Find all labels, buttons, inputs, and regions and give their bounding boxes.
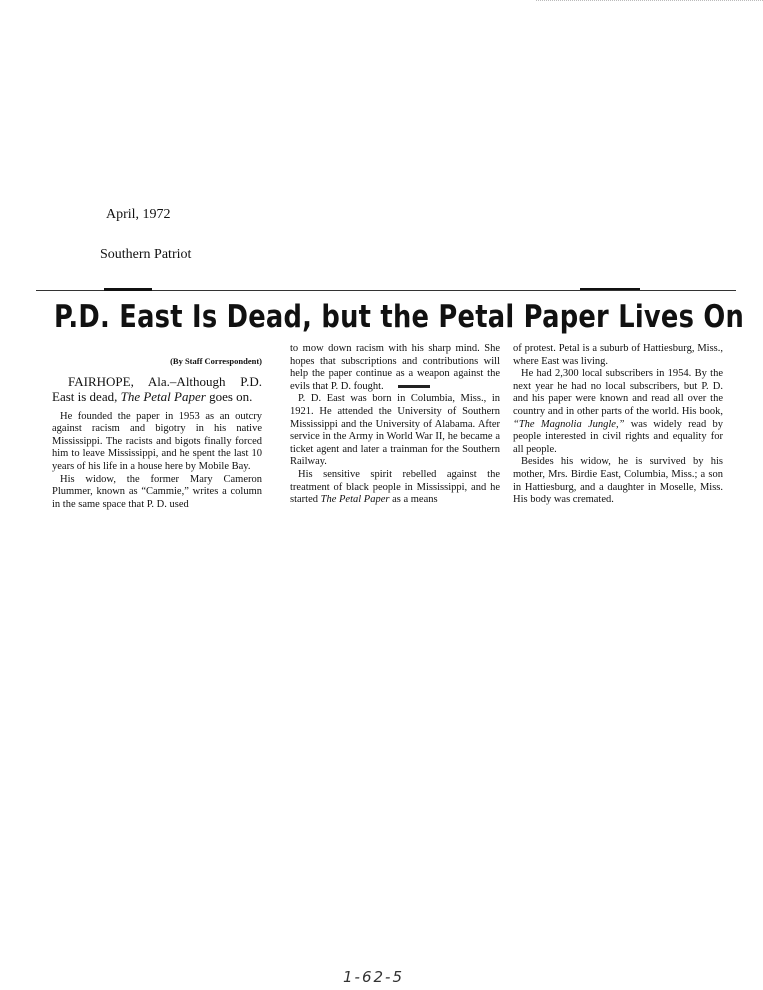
- article-column-1: [52, 343, 262, 511]
- paragraph-text-b: was widely read by people interested in civil rights and equality for all people.: [513, 418, 723, 455]
- paragraph: of protest. Petal is a suburb of Hattiesburg, Miss., where East was living.: [513, 343, 723, 367]
- paragraph-divider: [398, 385, 430, 388]
- lede-text-b: goes on.: [205, 389, 253, 405]
- byline: (By Staff Correspondent): [170, 356, 262, 366]
- paragraph: [290, 469, 500, 507]
- paper-title: The Petal Paper: [120, 389, 206, 405]
- book-title: “The Magnolia Jungle,”: [513, 418, 625, 430]
- page-number: 1-62-5: [343, 968, 404, 986]
- lede-paragraph: [52, 374, 262, 405]
- headline: P.D. East Is Dead, but the Petal Paper Lives On: [54, 299, 745, 335]
- top-dotted-edge: [536, 0, 763, 1]
- clipping-date: April, 1972: [106, 207, 171, 222]
- paragraph-text-a: He had 2,300 local subscribers in 1954. By the next year he had no local subscribers, but P. D. and his paper were known and read all over the country and in other parts of the world. His book,: [513, 368, 723, 417]
- paragraph: P. D. East was born in Columbia, Miss., in 1921. He attended the University of Southern Mississippi and the University of Alabama. After service in the Army in World War II, he became a ticket agent and later a trainman for the Southern Railway.: [290, 393, 500, 468]
- paragraph: [513, 368, 723, 456]
- paragraph: He founded the paper in 1953 as an outcry against racism and bigotry in his native Mississippi. The racists and bigots finally forced him to leave Mississippi, and he spent the last 10 years of his life in a house here by Mobile Bay.: [52, 410, 262, 472]
- paragraph: Besides his widow, he is survived by his mother, Mrs. Birdie East, Columbia, Miss.; a son in Hattiesburg, and a daughter in Moselle, Miss. His body was cremated.: [513, 456, 723, 506]
- lede-text-a: FAIRHOPE, Ala.–Although P.D. East is dead,: [52, 373, 262, 405]
- clipping-source: Southern Patriot: [100, 247, 192, 262]
- paragraph-text-b: as a means: [389, 494, 438, 506]
- paragraph-text-a: His sensitive spirit rebelled against the treatment of black people in Mississippi, and he started: [290, 468, 500, 506]
- rule-mark-left: [104, 288, 152, 291]
- rule-mark-right: [580, 288, 640, 290]
- paragraph-text: to mow down racism with his sharp mind. She hopes that subscriptions and contributions will help the paper continue as a weapon against the evils that P. D. fought.: [290, 343, 500, 392]
- paper-title: The Petal Paper: [320, 494, 390, 506]
- paragraph: His widow, the former Mary Cameron Plummer, known as “Cammie,” writes a column in the same space that P. D. used: [52, 473, 262, 510]
- article-column-3: [513, 343, 723, 507]
- paragraph: [290, 343, 500, 393]
- article-column-2: [290, 343, 500, 507]
